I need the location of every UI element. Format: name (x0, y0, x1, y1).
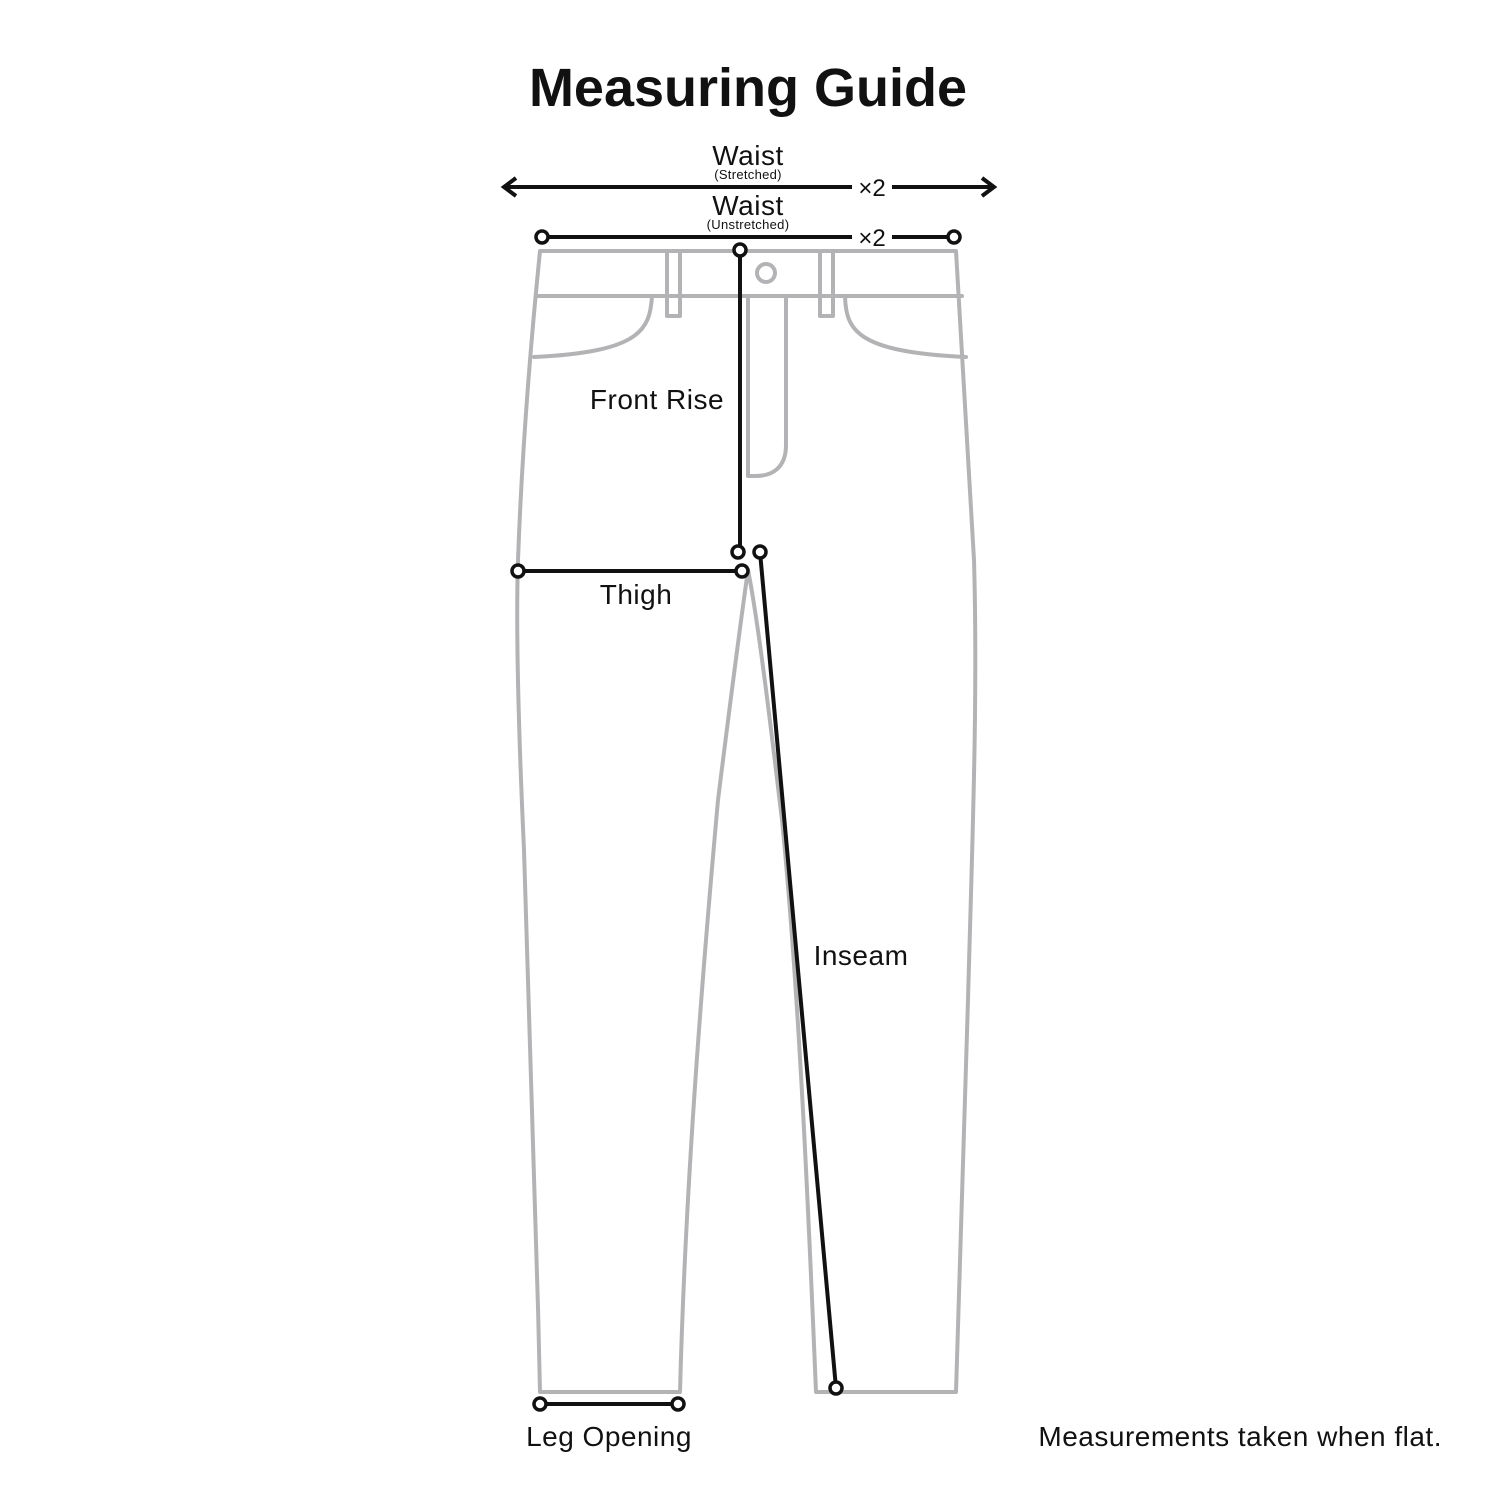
endpoint-icon (948, 231, 960, 243)
endpoint-icon (754, 546, 766, 558)
waist-unstretched-sublabel: (Unstretched) (706, 217, 790, 232)
button-icon (757, 264, 775, 282)
waist-unstretched-multiplier: ×2 (858, 225, 886, 252)
endpoint-icon (736, 565, 748, 577)
front-rise-label: Front Rise (589, 384, 725, 415)
thigh-label: Thigh (599, 579, 673, 610)
endpoint-icon (732, 546, 744, 558)
endpoint-icon (534, 1398, 546, 1410)
endpoint-icon (512, 565, 524, 577)
left-pocket (534, 296, 652, 357)
waist-stretched-multiplier: ×2 (858, 175, 886, 202)
endpoint-icon (536, 231, 548, 243)
leg-opening-label: Leg Opening (526, 1421, 692, 1452)
page-title: Measuring Guide (528, 58, 968, 118)
inseam-measure (754, 546, 908, 1394)
waist-stretched-label: Waist (712, 140, 784, 171)
waist-unstretched-measure (536, 190, 960, 252)
endpoint-icon (672, 1398, 684, 1410)
inseam-label: Inseam (813, 940, 909, 971)
endpoint-icon (734, 244, 746, 256)
belt-loop-right (820, 251, 833, 316)
waist-stretched-sublabel: (Stretched) (714, 167, 782, 182)
right-pocket (845, 296, 966, 357)
endpoint-icon (830, 1382, 842, 1394)
leg-opening-measure (526, 1398, 692, 1452)
pants-illustration (517, 251, 975, 1392)
fly-stitch (748, 296, 786, 476)
thigh-measure (512, 565, 748, 610)
footnote: Measurements taken when flat. (1038, 1421, 1442, 1452)
waist-unstretched-label: Waist (712, 190, 784, 221)
belt-loop-left (667, 251, 680, 316)
